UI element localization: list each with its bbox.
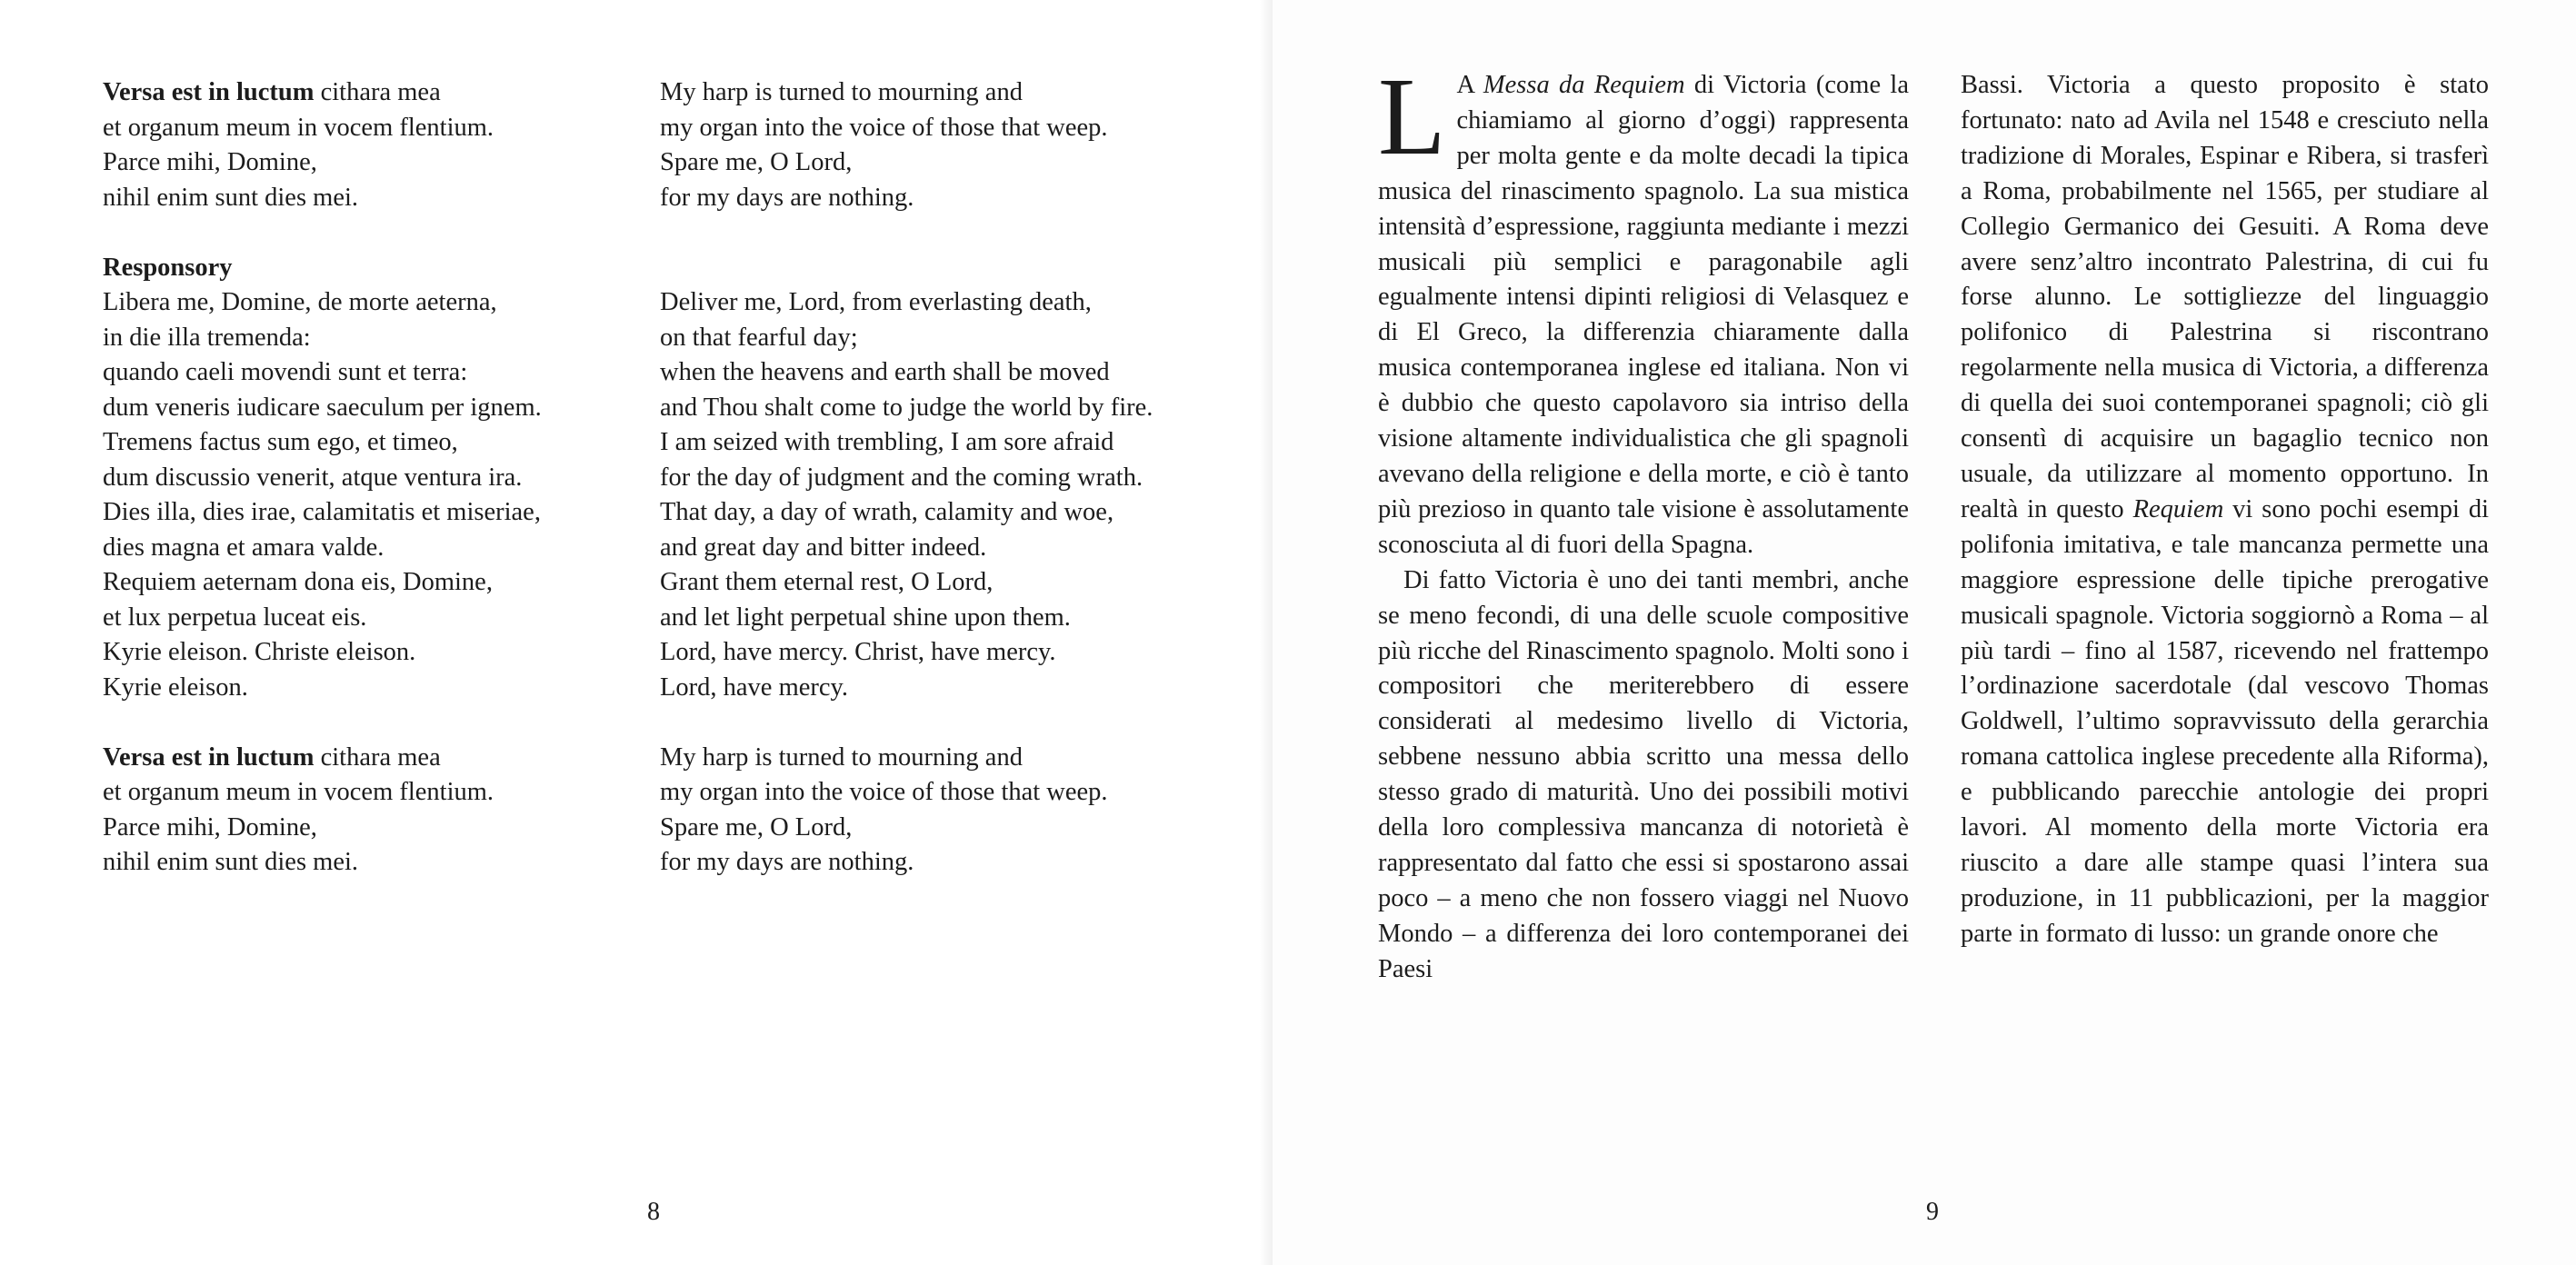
essay-paragraph-2: Di fatto Victoria è uno dei tanti membri, anche se meno fecondi, di una delle scuole compositive più ricche del Rinascimento spagnolo. Molti sono i compositori che meriterebbero di essere considerati al medesimo livello di Victoria, sebbene nessuno abbia scritto una messa dello stesso grado di maturità. Uno dei possibili motivi della loro complessiva mancanza di notorietà è rappresentato dal fatto che essi si spostarono assai poco – a meno che non fossero viaggi nel Nuovo Mondo – a differenza dei loro contemporanei dei Paesi [1378,565,1909,983]
essay-italic-title: Requiem [2132,494,2224,523]
latin-bold-incipit: Responsory [103,253,233,282]
latin-line-rest: cithara mea [314,742,441,772]
stanza-gap [103,215,542,251]
english-line: on that fearful day; [660,323,858,352]
latin-line [103,741,542,776]
english-translation-column [660,75,1153,881]
essay-column-2 [1961,68,2489,952]
english-line: for my days are nothing. [660,183,914,212]
latin-line [103,251,542,286]
stanza-gap [103,705,542,741]
latin-text-column [103,75,542,881]
latin-bold-incipit: Versa est in luctum [103,742,315,772]
english-line: my organ into the voice of those that weep. [660,113,1108,142]
english-line: I am seized with trembling, I am sore afraid [660,428,1114,456]
page-number-right: 9 [1926,1198,1939,1226]
latin-line: Parce mihi, Domine, [103,812,317,842]
english-line: for the day of judgment and the coming wrath. [660,463,1143,492]
latin-line: Dies illa, dies irae, calamitatis et miseriae, [103,498,541,526]
latin-line: dum discussio venerit, atque ventura ira. [103,463,523,492]
latin-line: nihil enim sunt dies mei. [103,848,359,876]
page-number-left: 8 [647,1198,660,1226]
english-line: when the heavens and earth shall be moved [660,358,1110,386]
latin-line: Kyrie eleison. Christe eleison. [103,638,416,666]
english-line: Spare me, O Lord, [660,148,853,176]
latin-line: in die illa tremenda: [103,323,311,352]
latin-line: quando caeli movendi sunt et terra: [103,358,468,386]
english-line: That day, a day of wrath, calamity and woe, [660,498,1114,526]
latin-line: Kyrie eleison. [103,672,248,702]
essay-text: Bassi. Victoria a questo proposito è stato fortunato: nato ad Avila nel 1548 e cresciuto nella tradizione di Morales, Espinar e Ribera, si trasferì a Roma, probabilmente nel 1565, per studiare al Collegio Germanico dei Gesuiti. A Roma deve avere senz’altro incontrato Palestrina, di cui fu forse alunno. Le sottigliezze del linguaggio polifonico di Palestrina si riscontrano regolarmente nella musica di Victoria, a differenza di quella dei suoi contemporanei spagnoli; ciò gli consentì di acquisire un bagaglio tecnico non usuale, da utilizzare al momento opportuno. In realtà in questo [1961,71,2489,523]
essay-text: di Victoria (come la chiamiamo al giorno d’oggi) rappresenta per molta gente e da molte decadi la tipica musica del rinascimento spagnolo. La sua mistica intensità d’espressione, raggiunta mediante i mezzi musicali più semplici e paragonabile agli egualmente intensi dipinti religiosi di Velasquez e di El Greco, la differenzia chiaramente dalla musica contemporanea inglese ed italiana. Non vi è dubbio che questo capolavoro sia intriso della visione altamente individualistica che gli spagnoli avevano della religione e della morte, e ciò è tanto più prezioso in quanto tale visione è assolutamente sconosciuta al di fuori della Spagna. [1378,71,1909,559]
english-line: for my days are nothing. [660,848,914,876]
latin-line: et organum meum in vocem flentium. [103,113,494,142]
english-line: and let light perpetual shine upon them. [660,603,1071,632]
english-line: and great day and bitter indeed. [660,533,987,562]
stanza-gap [660,251,1153,286]
english-line: Spare me, O Lord, [660,812,853,842]
latin-line: et lux perpetua luceat eis. [103,603,367,632]
english-line: My harp is turned to mourning and [660,742,1023,772]
latin-line: Libera me, Domine, de morte aeterna, [103,288,497,316]
latin-line: Requiem aeternam dona eis, Domine, [103,568,493,596]
essay-paragraph-3 [1961,68,2489,952]
english-line: Lord, have mercy. Christ, have mercy. [660,638,1056,666]
latin-line-rest: cithara mea [314,78,441,106]
latin-line: dum veneris iudicare saeculum per ignem. [103,393,542,422]
left-page [0,0,1273,1265]
english-line: Lord, have mercy. [660,672,849,702]
latin-line: et organum meum in vocem flentium. [103,778,494,806]
english-line: my organ into the voice of those that weep. [660,778,1108,806]
english-line: My harp is turned to mourning and [660,78,1023,106]
drop-cap: L [1378,55,1446,178]
latin-line: Tremens factus sum ego, et timeo, [103,428,458,456]
english-line: Deliver me, Lord, from everlasting death, [660,288,1092,316]
essay-text: vi sono pochi esempi di polifonia imitativa, e tale mancanza permette una maggiore espressione delle tipiche prerogative musicali spagnole. Victoria soggiornò a Roma – al più tardi – fino al 1587, ricevendo nel frattempo l’ordinazione sacerdotale (dal vescovo Thomas Goldwell, l’ultimo sopravvissuto della gerarchia romana cattolica inglese precedente alla Riforma), e pubblicando parecchie antologie dei propri lavori. Al momento della morte Victoria era riuscito a dare alle stampe quasi l’intera sua produzione, in 11 pubblicazioni, per la maggior parte in formato di lusso: un grande onore che [1961,494,2489,948]
english-line: and Thou shalt come to judge the world by fire. [660,393,1153,422]
english-line: Grant them eternal rest, O Lord, [660,568,993,596]
latin-bold-incipit: Versa est in luctum [103,78,315,106]
stanza-gap [660,705,1153,741]
latin-line: Parce mihi, Domine, [103,148,317,176]
essay-paragraph-1 [1378,55,1909,563]
latin-line [103,75,542,111]
essay-text: A [1456,71,1483,99]
essay-italic-title: Messa da Requiem [1483,71,1685,99]
latin-line: nihil enim sunt dies mei. [103,183,359,212]
essay-column-1 [1378,55,1909,988]
stanza-gap [660,215,1153,251]
latin-line: dies magna et amara valde. [103,533,384,562]
